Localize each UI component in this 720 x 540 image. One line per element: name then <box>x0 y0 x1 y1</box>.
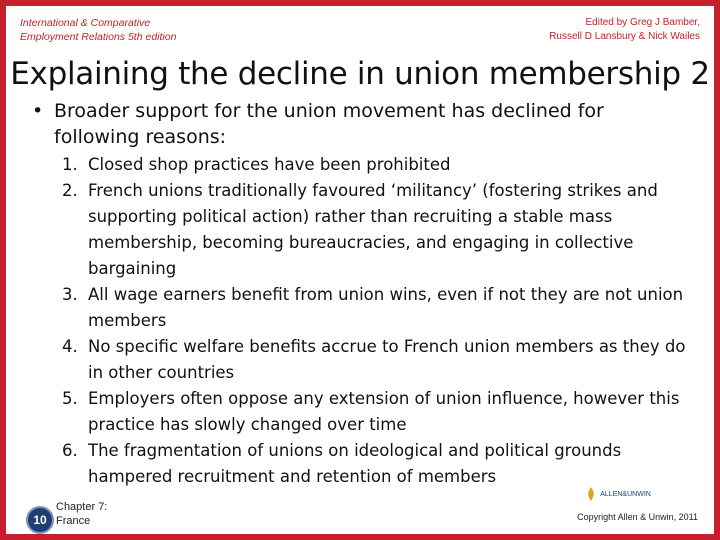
chapter-line1: Chapter 7: <box>56 501 108 513</box>
logo-text: ALLEN&UNWIN <box>600 490 651 498</box>
item-text: Closed shop practices have been prohibited <box>88 155 451 174</box>
list-item <box>62 334 690 386</box>
chapter-label <box>56 500 107 528</box>
bullet-text: Broader support for the union movement has declined for following reasons: <box>54 100 604 148</box>
item-text: The fragmentation of unions on ideological and political grounds hampered recruitment and retention of members <box>88 441 622 486</box>
item-text: French unions traditionally favoured ‘militancy’ (fostering strikes and supporting political action) rather than recruiting a stable mass membership, becoming bureaucracies, and engaging in collective bargaining <box>88 181 658 278</box>
item-text: No specific welfare benefits accrue to French union members as they do in other countries <box>88 337 686 382</box>
flame-icon <box>584 486 598 502</box>
book-title-line1: International & Comparative <box>20 17 151 29</box>
copyright-text: Copyright Allen & Unwin, 2011 <box>577 512 698 522</box>
list-item <box>62 282 690 334</box>
editors-line1: Edited by Greg J Bamber, <box>585 17 700 28</box>
item-number: 4. <box>62 337 78 356</box>
main-bullet <box>32 98 672 150</box>
item-number: 6. <box>62 441 78 460</box>
item-number: 2. <box>62 181 78 200</box>
page-number-badge: 10 <box>26 506 54 534</box>
footer-publisher <box>577 486 698 522</box>
item-text: All wage earners benefit from union wins, even if not they are not union members <box>88 285 684 330</box>
reasons-list <box>62 152 690 490</box>
editors-line2: Russell D Lansbury & Nick Wailes <box>549 31 700 42</box>
item-number: 1. <box>62 155 78 174</box>
publisher-logo <box>577 486 658 502</box>
chapter-line2: France <box>56 515 91 527</box>
list-item <box>62 438 690 490</box>
slide-title: Explaining the decline in union membership 2 <box>10 56 710 92</box>
list-item <box>62 178 690 282</box>
item-number: 3. <box>62 285 78 304</box>
item-text: Employers often oppose any extension of union influence, however this practice has slowly changed over time <box>88 389 680 434</box>
list-item <box>62 152 690 178</box>
bullet-symbol: • <box>32 100 44 122</box>
editors <box>549 16 700 44</box>
book-title-line2: Employment Relations 5th edition <box>20 31 177 43</box>
item-number: 5. <box>62 389 78 408</box>
book-title <box>20 16 176 44</box>
list-item <box>62 386 690 438</box>
